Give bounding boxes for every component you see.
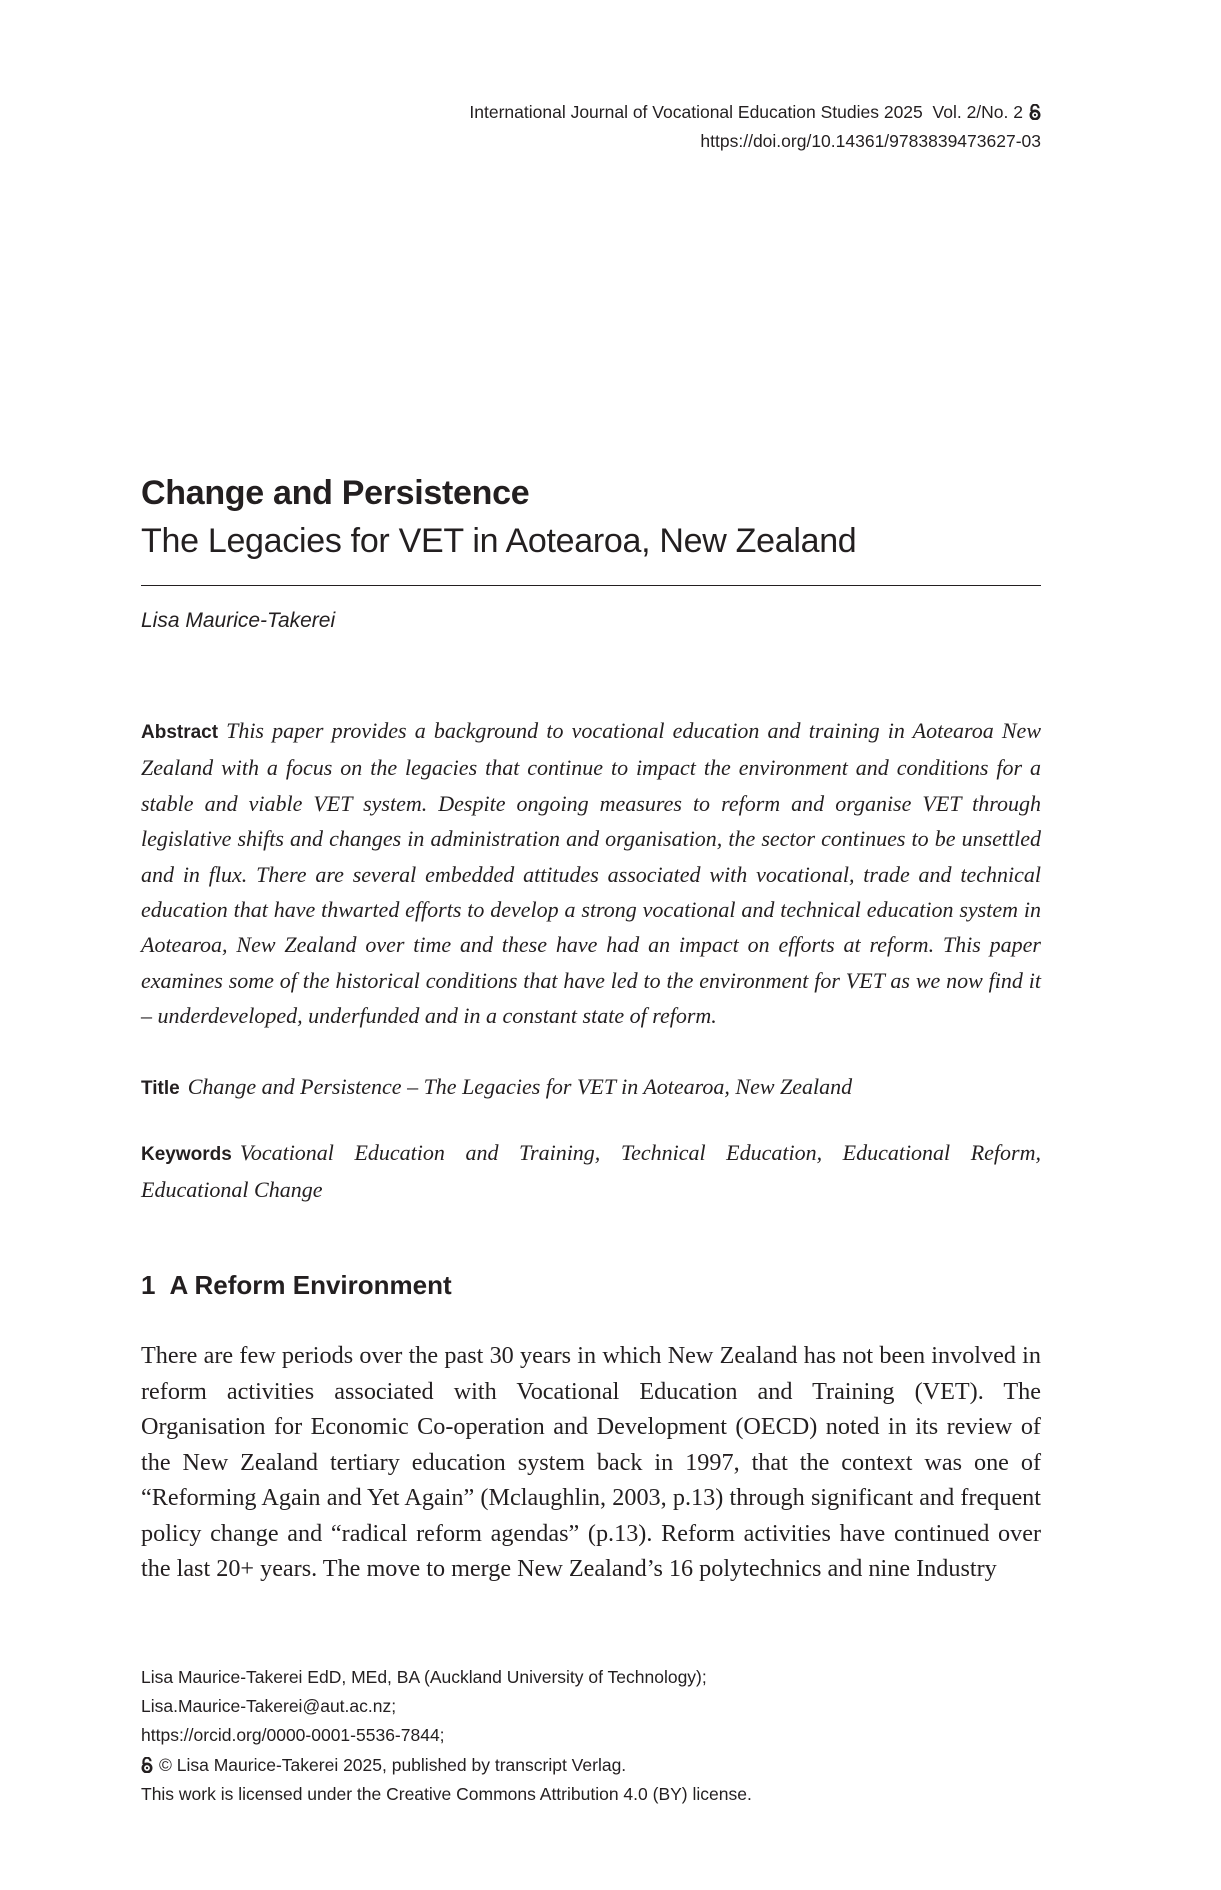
title-meta-label: Title xyxy=(141,1078,180,1099)
article-title: Change and Persistence xyxy=(141,474,530,512)
title-block xyxy=(141,470,1041,564)
keywords-label: Keywords xyxy=(141,1144,232,1165)
article-author: Lisa Maurice-Takerei xyxy=(141,609,336,632)
footnote-license: This work is licensed under the Creative Commons Attribution 4.0 (BY) license. xyxy=(141,1783,752,1804)
section-title: A Reform Environment xyxy=(169,1270,452,1300)
doi-link[interactable]: https://doi.org/10.14361/9783839473627-03 xyxy=(700,131,1041,151)
abstract xyxy=(141,713,1041,1034)
journal-header xyxy=(469,98,1041,156)
journal-volume: Vol. 2/No. 2 xyxy=(932,102,1023,122)
footnote-email[interactable]: Lisa.Maurice-Takerei@aut.ac.nz; xyxy=(141,1696,397,1717)
section-heading xyxy=(141,1268,452,1302)
title-meta xyxy=(141,1069,1041,1106)
journal-citation-line xyxy=(469,98,1041,127)
footnote-copyright: © Lisa Maurice-Takerei 2025, published by transcript Verlag. xyxy=(159,1754,627,1775)
title-meta-text: Change and Persistence – The Legacies for VET in Aotearoa, New Zealand xyxy=(187,1074,853,1099)
author-footnote xyxy=(141,1663,1041,1809)
footnote-copyright-line xyxy=(141,1751,1041,1780)
journal-name: International Journal of Vocational Education Studies 2025 xyxy=(469,102,923,122)
footnote-orcid[interactable]: https://orcid.org/0000-0001-5536-7844; xyxy=(141,1725,445,1746)
abstract-label: Abstract xyxy=(141,722,219,743)
keywords-text: Vocational Education and Training, Technical Education, Educational Reform, Educational Change xyxy=(141,1140,1041,1203)
section-number: 1 xyxy=(141,1270,156,1300)
open-access-lock-icon xyxy=(1029,104,1041,120)
footnote-affiliation: Lisa Maurice-Takerei EdD, MEd, BA (Auckland University of Technology); xyxy=(141,1667,707,1687)
open-access-lock-icon xyxy=(141,1757,153,1773)
section-paragraph: There are few periods over the past 30 years in which New Zealand has not been involved in reform activities associated with Vocational Education and Training (VET). The Organisation for Economic Co-operation and Development (OECD) noted in its review of the New Zealand tertiary education system back in 1997, that the context was one of “Reforming Again and Yet Again” (Mclaughlin, 2003, p.13) through significant and frequent policy change and “radical reform agendas” (p.13). Reform activities have continued over the last 20+ years. The move to merge New Zealand’s 16 polytechnics and nine Industry xyxy=(141,1342,1041,1582)
abstract-text: This paper provides a background to vocational education and training in Aotearoa New Zealand with a focus on the legacies that continue to impact the environment and conditions for a stable and viable VET system. Despite ongoing measures to reform and organise VET through legislative shifts and changes in administration and organisation, the sector continues to be unsettled and in flux. There are several embedded attitudes associated with vocational, trade and technical education that have thwarted efforts to develop a strong vocational and technical education system in Aotearoa, New Zealand over time and these have had an impact on efforts at reform. This paper examines some of the historical conditions that have led to the environment for VET as we now find it – underdeveloped, underfunded and in a constant state of reform. xyxy=(141,718,1041,1029)
title-divider xyxy=(141,585,1041,586)
article-subtitle: The Legacies for VET in Aotearoa, New Zealand xyxy=(141,522,857,560)
keywords xyxy=(141,1135,1041,1208)
